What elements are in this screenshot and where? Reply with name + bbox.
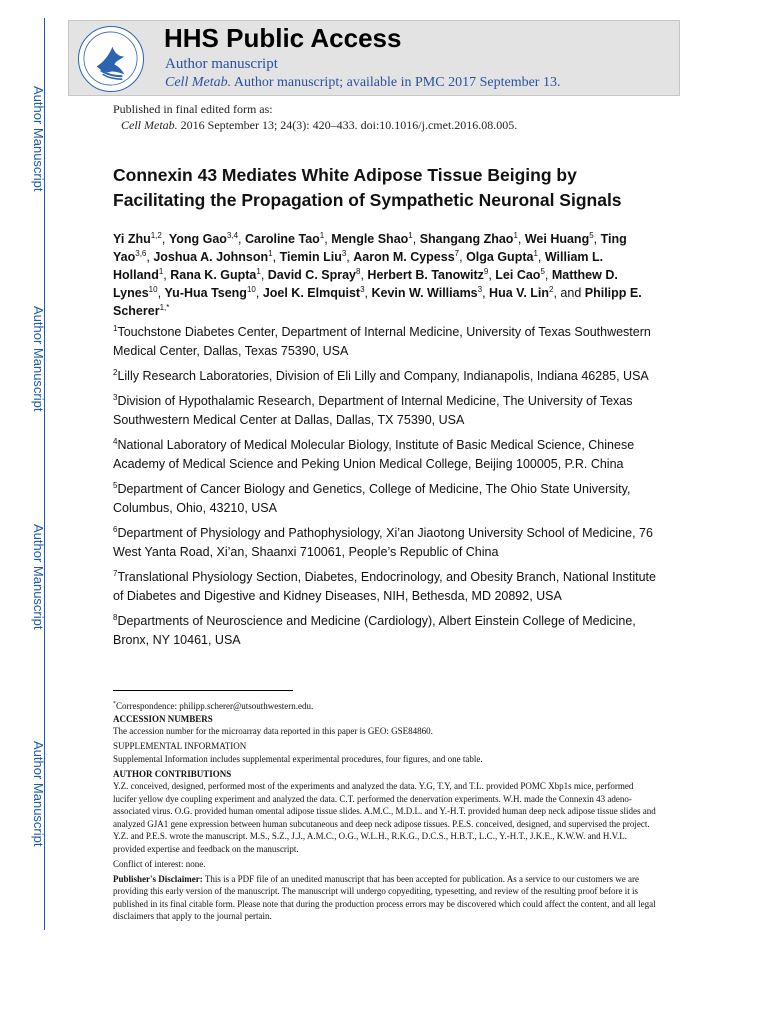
author-name: Mengle Shao (331, 232, 409, 246)
correspondence-text: Correspondence: philipp.scherer@utsouthwestern.edu. (116, 701, 314, 711)
contributions-heading: AUTHOR CONTRIBUTIONS (113, 768, 232, 779)
author-affiliation-mark: 1,* (159, 302, 170, 312)
conflict-statement: Conflict of interest: none. (113, 858, 206, 869)
author-name: Herbert B. Tanowitz (367, 268, 484, 282)
author-affiliation-mark: 1 (268, 248, 273, 258)
publisher-disclaimer (113, 873, 658, 923)
author-affiliation-mark: 1 (256, 266, 261, 276)
affiliation-text: Department of Physiology and Pathophysiology, Xi’an Jiaotong University School of Medicine, 76 West Yanta Road, Xi’an, Shaanxi 710061, People’s Republic of China (113, 526, 653, 559)
affiliation-item (113, 612, 663, 650)
author-separator: , (459, 250, 467, 264)
author-separator: , (272, 250, 280, 264)
author-affiliation-mark: 5 (589, 230, 594, 240)
author-name: Tiemin Liu (279, 250, 342, 264)
author-separator: , (544, 268, 552, 282)
author-name: Lei Cao (495, 268, 541, 282)
author-name: Joshua A. Johnson (153, 250, 269, 264)
journal-name: Cell Metab. (165, 75, 232, 90)
affiliation-item (113, 323, 663, 361)
author-name: Kevin W. Williams (371, 286, 478, 300)
affiliation-number: 2 (113, 367, 118, 377)
author-name: Ting Yao (113, 232, 627, 264)
affiliation-item (113, 367, 663, 386)
disclaimer-heading: Publisher's Disclaimer: (113, 873, 203, 884)
affiliation-text: Lilly Research Laboratories, Division of Eli Lilly and Company, Indianapolis, Indiana 46285, USA (117, 369, 649, 383)
author-affiliation-mark: 1,2 (150, 230, 162, 240)
author-name: Matthew D. Lynes (113, 268, 618, 300)
author-separator: , (346, 250, 354, 264)
published-journal: Cell Metab. (121, 118, 178, 132)
affiliation-number: 4 (113, 436, 118, 446)
correspondence-mark: * (113, 701, 116, 707)
accession-heading: ACCESSION NUMBERS (113, 713, 213, 724)
hhs-public-access-title: HHS Public Access (164, 23, 402, 53)
affiliation-text: Touchstone Diabetes Center, Department of Internal Medicine, University of Texas Southwestern Medical Center, Dallas, Texas 75390, USA (113, 325, 651, 358)
availability-line (165, 75, 560, 91)
author-name: Caroline Tao (245, 232, 320, 246)
author-separator: , (146, 250, 154, 264)
author-affiliation-mark: 3 (341, 248, 347, 258)
side-label-author-manuscript: Author Manuscript (31, 741, 46, 847)
author-list (113, 230, 658, 320)
author-name: Yu-Hua Tseng (164, 286, 247, 300)
published-citation-text: 2016 September 13; 24(3): 420–433. doi:10.1016/j.cmet.2016.08.005. (180, 118, 518, 132)
author-separator: , (360, 268, 368, 282)
author-name: Joel K. Elmquist (262, 286, 361, 300)
author-affiliation-mark: 1 (513, 230, 518, 240)
author-affiliation-mark: 3,4 (226, 230, 239, 240)
author-separator: , (593, 232, 601, 246)
supplemental-heading: SUPPLEMENTAL INFORMATION (113, 741, 247, 751)
eagle-seal-icon (79, 27, 142, 90)
affiliation-list (113, 323, 663, 656)
published-label: Published in final edited form as: (113, 102, 273, 116)
author-affiliation-mark: 3 (477, 284, 483, 294)
affiliation-text: Departments of Neuroscience and Medicine (Cardiology), Albert Einstein College of Medicine, Bronx, NY 10461, USA (113, 614, 636, 647)
availability-text: Author manuscript; available in PMC 2017 September 13. (233, 75, 561, 90)
author-separator: , (163, 268, 171, 282)
published-block (113, 101, 517, 133)
author-separator: , (517, 232, 525, 246)
author-separator: , (537, 250, 545, 264)
side-label-author-manuscript: Author Manuscript (31, 306, 46, 412)
side-label-author-manuscript: Author Manuscript (31, 86, 46, 192)
affiliation-item (113, 524, 663, 562)
affiliation-number: 6 (113, 524, 118, 534)
author-name: Rana K. Gupta (170, 268, 257, 282)
author-name: David C. Spray (267, 268, 357, 282)
affiliation-item (113, 568, 663, 606)
author-affiliation-mark: 10 (246, 284, 256, 294)
author-separator: , (260, 268, 268, 282)
author-separator: , (364, 286, 372, 300)
author-separator: , (238, 232, 245, 246)
accession-text: The accession number for the microarray data reported in this paper is GEO: GSE84860. (113, 726, 433, 736)
author-affiliation-mark: 8 (356, 266, 361, 276)
affiliation-text: Translational Physiology Section, Diabetes, Endocrinology, and Obesity Branch, National Institute of Diabetes and Digestive and Kidney Diseases, NIH, Bethesda, MD 20892, USA (113, 570, 656, 603)
correspondence-note (113, 700, 658, 713)
author-manuscript-label: Author manuscript (165, 56, 278, 72)
author-separator: , (412, 232, 420, 246)
author-name: Wei Huang (524, 232, 590, 246)
affiliation-number: 8 (113, 612, 118, 622)
affiliation-item (113, 480, 663, 518)
author-affiliation-mark: 3,6 (135, 248, 147, 258)
affiliation-item (113, 436, 663, 474)
hhs-seal-logo (78, 26, 144, 92)
author-affiliation-mark: 1 (158, 266, 164, 276)
author-name: Olga Gupta (466, 250, 534, 264)
author-separator: , (161, 232, 169, 246)
author-name: William L. Holland (113, 250, 604, 282)
author-affiliation-mark: 5 (540, 266, 545, 276)
author-separator: , (157, 286, 165, 300)
author-affiliation-mark: 1 (319, 230, 325, 240)
author-name: Shangang Zhao (419, 232, 514, 246)
published-citation (113, 117, 517, 133)
author-name: Philipp E. Scherer (113, 286, 642, 318)
author-affiliation-mark: 1 (408, 230, 413, 240)
affiliation-number: 3 (113, 392, 118, 402)
affiliation-text: Department of Cancer Biology and Genetics, College of Medicine, The Ohio State University, Columbus, Ohio, 43210, USA (113, 482, 631, 515)
footnotes (113, 700, 658, 923)
author-name: Yi Zhu (113, 232, 151, 246)
author-name: Yong Gao (168, 232, 227, 246)
author-affiliation-mark: 3 (360, 284, 365, 294)
side-label-author-manuscript: Author Manuscript (31, 524, 46, 630)
disclaimer-text: This is a PDF file of an unedited manuscript that has been accepted for publication. As a service to our customers we are providing this early version of the manuscript. The manuscript will undergo copyediting, typesetting, and review of the resulting proof before it is published in its final citable form. Please note that during the production process errors may be discovered which could affect the content, and all legal disclaimers that apply to the journal pertain. (113, 873, 656, 921)
author-affiliation-mark: 1 (533, 248, 538, 258)
affiliation-item (113, 392, 663, 430)
author-name: Hua V. Lin (489, 286, 550, 300)
author-separator: , (482, 286, 490, 300)
author-separator: , (255, 286, 263, 300)
author-affiliation-mark: 7 (454, 248, 460, 258)
footnote-rule (113, 690, 293, 691)
affiliation-number: 5 (113, 480, 118, 490)
affiliation-number: 1 (113, 323, 118, 333)
affiliation-text: National Laboratory of Medical Molecular Biology, Institute of Basic Medical Science, Chinese Academy of Medical Science and Peking Union Medical College, Beijing 100005, P.R. China (113, 438, 635, 471)
author-separator: , (324, 232, 332, 246)
author-affiliation-mark: 10 (148, 284, 158, 294)
author-affiliation-mark: 9 (483, 266, 489, 276)
affiliation-number: 7 (113, 568, 118, 578)
author-affiliation-mark: 2 (549, 284, 554, 294)
author-separator: , (488, 268, 496, 282)
contributions-text: Y.Z. conceived, designed, performed most of the experiments and analyzed the data. Y.G, T.Y, and T.L. provided POMC Xbp1s mice, performed lucifer yellow dye coupling experiment and analyzed the data. C.T. performed the denervation experiments. W.H. made the Connexin 43 adeno-associated virus. O.G. provided human omental adipose tissue slides. A.M.C., M.D.L. and Y.-H.T. provided human deep neck adipose tissue slides and analyzed GJA1 gene expression between human subcutaneous and deep neck adipose tissues. P.E.S. conceived, designed, and supervised the project. Y.Z. and P.E.S. wrote the manuscript. M.S., S.Z., J.J., A.M.C., O.G., W.L.H., R.K.G., D.C.S., H.B.T., L.C., Y.-H.T., J.K.E., K.W.W. and H.V.L. provided expertise and feedback on the manuscript. (113, 781, 656, 854)
author-separator: , and (553, 286, 585, 300)
affiliation-text: Division of Hypothalamic Research, Department of Internal Medicine, The University of Texas Southwestern Medical Center at Dallas, Dallas, TX 75390, USA (113, 394, 633, 427)
article-title: Connexin 43 Mediates White Adipose Tissue Beiging by Facilitating the Propagation of Sympathetic Neuronal Signals (113, 165, 622, 210)
author-name: Aaron M. Cypess (353, 250, 455, 264)
supplemental-text: Supplemental Information includes supplemental experimental procedures, four figures, and one table. (113, 753, 483, 764)
